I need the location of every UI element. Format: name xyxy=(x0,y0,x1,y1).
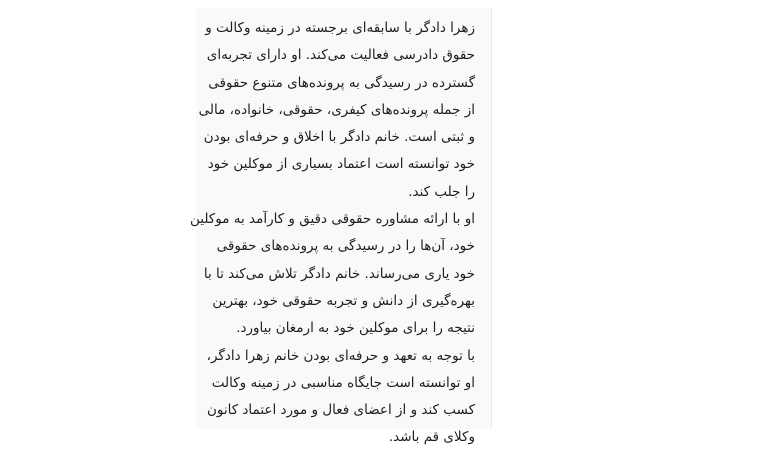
text-line: از جمله پرونده‌های کیفری، حقوقی، خانواده، مالی xyxy=(198,101,475,118)
text-line: بهره‌گیری از دانش و تجربه حقوقی خود، بهترین xyxy=(212,292,475,309)
text-line: او با ارائه مشاوره حقوقی دقیق و کارآمد به موکلین xyxy=(189,211,475,228)
text-line: خود یاری می‌رساند. خانم دادگر تلاش می‌کند تا با xyxy=(203,265,475,282)
paragraph-1 xyxy=(198,15,475,206)
text-line: نتیجه را برای موکلین خود به ارمغان بیاورد. xyxy=(236,320,475,337)
article-card xyxy=(189,8,492,446)
text-line: را جلب کند. xyxy=(408,183,475,200)
text-line: و ثبتی است. خانم دادگر با اخلاق و حرفه‌ای بودن xyxy=(203,129,475,146)
text-line: حقوق دادرسی فعالیت می‌کند. او دارای تجربه‌ای xyxy=(206,47,475,64)
text-line: با توجه به تعهد و حرفه‌ای بودن خانم زهرا دادگر، xyxy=(206,347,475,364)
text-line: گسترده در رسیدگی به پرونده‌های متنوع حقوقی xyxy=(208,74,475,91)
text-line: خود توانسته است اعتماد بسیاری از موکلین خود xyxy=(207,156,475,173)
text-line: او توانسته است جایگاه مناسبی در زمینه وکالت xyxy=(211,374,475,391)
text-line: زهرا دادگر با سابقه‌ای برجسته در زمینه وکالت و xyxy=(205,20,475,36)
text-line: وکلای قم باشد. xyxy=(388,429,475,446)
article-body xyxy=(189,15,475,452)
text-line: کسب کند و از اعضای فعال و مورد اعتماد کانون xyxy=(206,402,475,419)
paragraph-2 xyxy=(189,206,475,342)
text-line: خود، آن‌ها را در رسیدگی به پرونده‌های حقوقی xyxy=(216,238,475,255)
paragraph-3 xyxy=(203,343,475,452)
